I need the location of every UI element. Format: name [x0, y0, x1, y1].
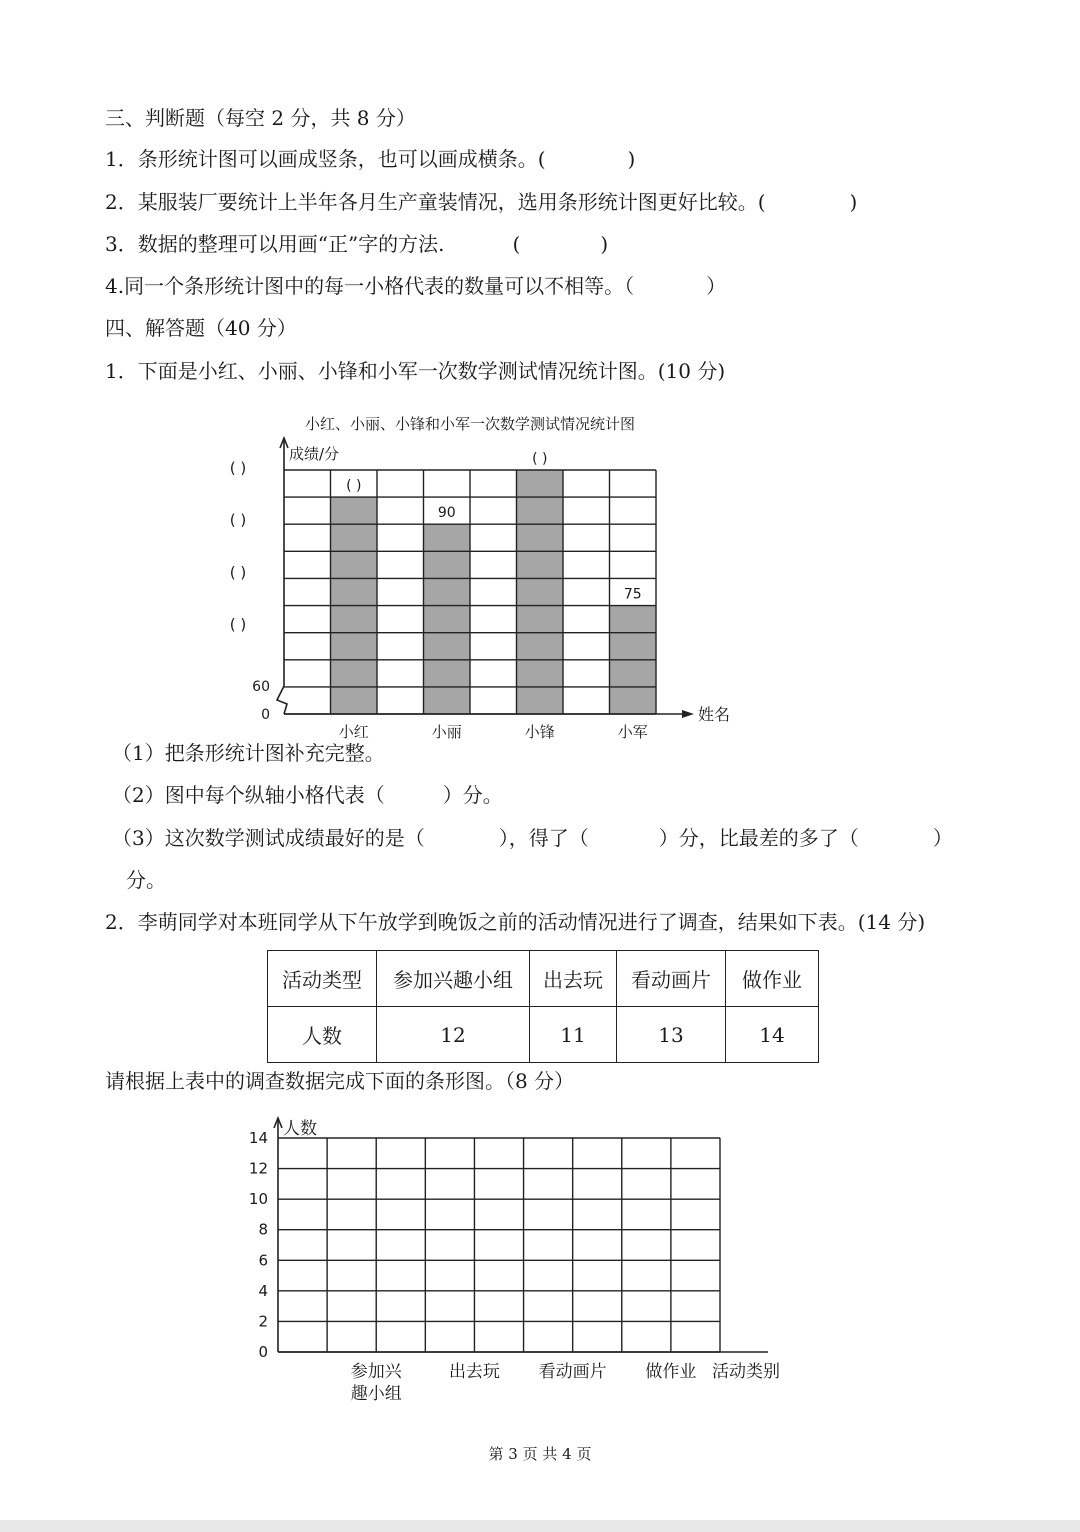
- y-tick-label: 8: [258, 1220, 268, 1239]
- x-axis-label: 姓名: [698, 705, 731, 724]
- activity-table: [267, 950, 819, 1063]
- y-tick-label: 10: [248, 1190, 268, 1209]
- bar-label-小军: 75: [623, 586, 642, 603]
- judge-q1: [105, 145, 635, 173]
- y-axis-break: [277, 686, 287, 714]
- sub3-text-b: ），得了（: [498, 826, 589, 850]
- x-tick-label: 小军: [617, 723, 648, 741]
- sub2-text-b: ）分。: [442, 783, 503, 807]
- bar-label-小丽: 90: [437, 505, 456, 522]
- table-cell: 活动类型: [268, 951, 377, 1007]
- y-tick-blank: ( ): [229, 563, 247, 582]
- x-tick-label: 看动画片: [538, 1362, 607, 1382]
- table-cell: 出去玩: [530, 951, 617, 1007]
- y-tick-label: 6: [258, 1251, 268, 1270]
- bar-label-小锋: ( ): [532, 451, 548, 467]
- chart-title: 小红、小丽、小锋和小军一次数学测试情况统计图: [304, 415, 636, 433]
- judge-q2: [105, 188, 857, 216]
- bar-label-小红: ( ): [346, 478, 362, 495]
- x-tick-label: 小丽: [431, 723, 462, 741]
- x-axis-label: 活动类别: [712, 1362, 780, 1382]
- bar-小锋: [517, 470, 564, 714]
- x-axis-arrow: [682, 710, 694, 718]
- table-cell: 11: [530, 1007, 617, 1063]
- y-tick-label: 0: [258, 1343, 268, 1361]
- judge-q3-close: ): [600, 232, 609, 256]
- y-tick-label: 14: [248, 1129, 268, 1147]
- sub3-text-c: ）分，比最差的多了（: [658, 826, 859, 850]
- table-cell: 看动画片: [617, 951, 726, 1007]
- score-bar-chart: [0, 400, 1080, 745]
- y-tick-label: 60: [252, 678, 270, 695]
- table-cell: 12: [377, 1007, 530, 1063]
- sub3-text-e: 分。: [126, 868, 166, 892]
- x-tick-label: 趣小组: [350, 1384, 402, 1404]
- judge-q1-close: ): [627, 147, 636, 171]
- x-tick-label: 小锋: [524, 723, 555, 741]
- judge-q2-close: ): [849, 190, 858, 214]
- y-tick-label: 0: [261, 707, 270, 723]
- table-cell: 13: [617, 1007, 726, 1063]
- table-cell: 人数: [268, 1007, 377, 1063]
- judge-q4-text: 4.同一个条形统计图中的每一小格代表的数量可以不相等。（: [105, 274, 635, 298]
- answer-q1-sub2: [112, 781, 503, 809]
- judge-q3-open: (: [512, 232, 521, 256]
- answer-q2-instruction: 请根据上表中的调查数据完成下面的条形图。（8 分）: [105, 1069, 575, 1093]
- sub2-text-a: （2）图中每个纵轴小格代表（: [112, 783, 385, 807]
- x-tick-label: 参加兴: [350, 1362, 402, 1382]
- answer-q2-text: 2．李萌同学对本班同学从下午放学到晚饭之前的活动情况进行了调查，结果如下表。(14 分): [105, 910, 926, 934]
- table-cell: 参加兴趣小组: [377, 951, 530, 1007]
- judge-q4-close: ）: [706, 274, 727, 298]
- judge-q1-text: 1．条形统计图可以画成竖条，也可以画成横条。(: [105, 147, 546, 171]
- judge-q2-text: 2．某服装厂要统计上半年各月生产童装情况，选用条形统计图更好比较。(: [105, 190, 766, 214]
- judge-q4: [105, 272, 726, 300]
- answer-q1-sub1: （1）把条形统计图补充完整。: [112, 741, 385, 765]
- section3-title: 三、判断题（每空 2 分，共 8 分）: [105, 106, 416, 130]
- sub3-text-d: ）: [932, 826, 953, 850]
- page-footer: 第 3 页 共 4 页: [488, 1445, 592, 1463]
- table-row: [268, 951, 819, 1007]
- answer-q1-sub3: [112, 824, 953, 852]
- answer-q1-text: 1．下面是小红、小丽、小锋和小军一次数学测试情况统计图。(10 分): [105, 359, 726, 383]
- x-tick-label: 出去玩: [448, 1362, 500, 1382]
- y-tick-blank: ( ): [229, 615, 247, 634]
- table-row: [268, 1007, 819, 1063]
- bar-小丽: [424, 524, 471, 714]
- judge-q3: [105, 230, 608, 258]
- y-axis-label: 成绩/分: [289, 445, 340, 463]
- sub3-text-a: （3）这次数学测试成绩最好的是（: [112, 826, 425, 850]
- y-tick-label: 12: [248, 1159, 268, 1178]
- y-tick-blank: ( ): [229, 511, 247, 530]
- y-tick-label: 2: [258, 1312, 268, 1331]
- bottom-bar: [0, 1520, 1080, 1532]
- section4-title: 四、解答题（40 分）: [105, 316, 297, 340]
- y-tick-label: 4: [258, 1281, 268, 1300]
- y-tick-blank: ( ): [229, 459, 247, 477]
- table-cell: 做作业: [726, 951, 819, 1007]
- y-axis-label: 人数: [283, 1119, 317, 1139]
- judge-q3-text: 3．数据的整理可以用画“正”字的方法.: [105, 232, 445, 256]
- activity-bar-chart[interactable]: [0, 1110, 1080, 1410]
- table-cell: 14: [726, 1007, 819, 1063]
- x-tick-label: 做作业: [645, 1362, 697, 1382]
- x-tick-label: 小红: [338, 723, 369, 741]
